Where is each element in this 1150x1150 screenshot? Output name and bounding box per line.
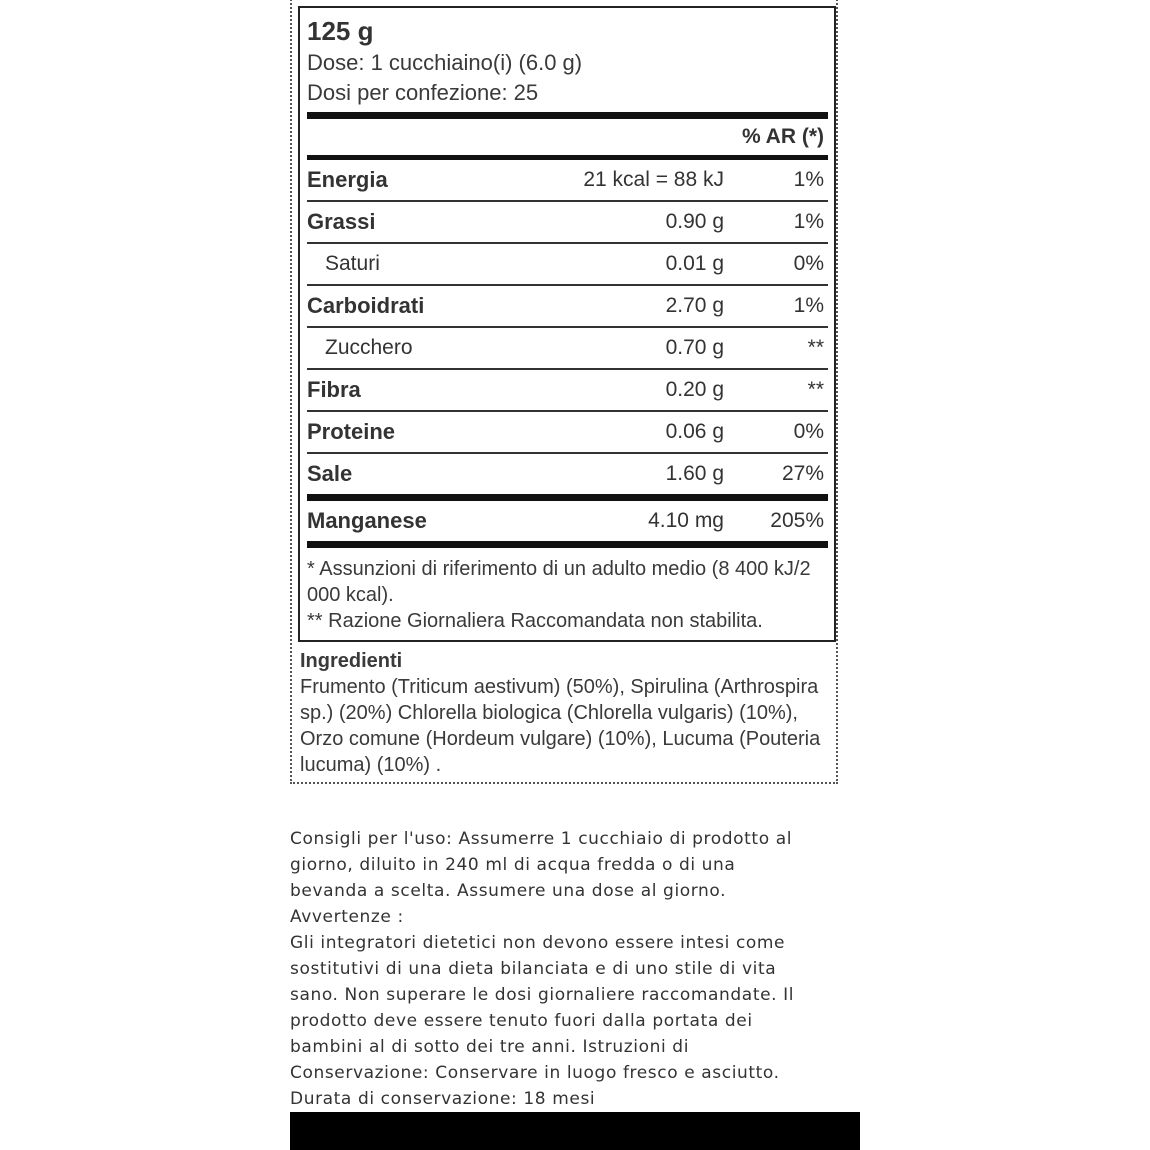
nutrient-amount: 0.01 g [665, 252, 724, 275]
nutrient-percent: 1% [793, 168, 824, 191]
nutrient-amount: 1.60 g [665, 462, 724, 485]
usage-line: sano. Non superare le dosi giornaliere raccomandate. Il [290, 985, 795, 1005]
nutrient-percent: 27% [781, 462, 824, 485]
nutrient-percent: 0% [793, 252, 824, 275]
nutrient-name: Energia [307, 167, 388, 192]
mineral-percent: 205% [770, 509, 824, 532]
nutrient-amount: 0.06 g [665, 420, 724, 443]
usage-line: Conservazione: Conservare in luogo fresco e asciutto. [290, 1063, 780, 1083]
doses-per-pack: Dosi per confezione: 25 [307, 80, 539, 105]
nutrient-percent: 1% [793, 294, 824, 317]
nutrient-amount: 0.20 g [665, 378, 724, 401]
package-size: 125 g [307, 16, 374, 46]
nutrient-row [307, 286, 828, 328]
nutrient-percent: 0% [793, 420, 824, 443]
nutrition-facts-table [298, 6, 836, 642]
serving-dose: Dose: 1 cucchiaino(i) (6.0 g) [307, 50, 583, 75]
nutrient-name: Sale [307, 461, 353, 486]
nutrient-percent: ** [807, 336, 824, 359]
ingredients-section [300, 648, 830, 778]
nutrient-amount: 0.90 g [665, 210, 724, 233]
mineral-amount: 4.10 mg [648, 509, 724, 532]
usage-line: giorno, diluito in 240 ml di acqua fredda o di una [290, 855, 736, 875]
ingredients-text: Frumento (Triticum aestivum) (50%), Spirulina (Arthrospira sp.) (20%) Chlorella biologica (Chlorella vulgaris) (10%), Orzo comune (Hordeum vulgare) (10%), Lucuma (Pouteria lucuma) (10%) . [300, 676, 821, 776]
nutrient-row [307, 328, 828, 370]
nutrient-name: Carboidrati [307, 293, 425, 318]
nutrient-amount: 2.70 g [665, 294, 724, 317]
nutrient-amount: 21 kcal = 88 kJ [583, 168, 724, 191]
nutrient-percent: ** [807, 378, 824, 401]
usage-line: sostitutivi di una dieta bilanciata e di uno stile di vita [290, 959, 777, 979]
mineral-name: Manganese [307, 508, 427, 533]
ingredients-title: Ingredienti [300, 650, 403, 672]
nutrient-name: Grassi [307, 209, 376, 234]
usage-line: bambini al di sotto dei tre anni. Istruzioni di [290, 1037, 690, 1057]
nutrient-row [307, 454, 828, 494]
usage-line: Durata di conservazione: 18 mesi [290, 1089, 596, 1109]
nutrient-amount: 0.70 g [665, 336, 724, 359]
divider-thick [307, 112, 828, 119]
usage-line: Gli integratori dietetici non devono essere intesi come [290, 933, 786, 953]
nutrient-percent: 1% [793, 210, 824, 233]
footnote-reference-intake: * Assunzioni di riferimento di un adulto medio (8 400 kJ/2 000 kcal). [307, 558, 811, 606]
divider-thick [307, 541, 828, 548]
nutrient-row [307, 412, 828, 454]
mineral-row [307, 501, 828, 541]
bottom-black-bar [290, 1112, 860, 1150]
usage-line: prodotto deve essere tenuto fuori dalla portata dei [290, 1011, 753, 1031]
nutrient-name: Proteine [307, 419, 396, 444]
usage-line: bevanda a scelta. Assumere una dose al giorno. [290, 881, 727, 901]
nutrient-row [307, 202, 828, 244]
column-header-reference-intake: % AR (*) [741, 125, 824, 148]
nutrient-name: Fibra [307, 377, 361, 402]
usage-instructions [290, 826, 850, 1112]
nutrient-name: Saturi [325, 252, 380, 275]
nutrient-name: Zucchero [325, 336, 413, 359]
nutrient-row [307, 244, 828, 286]
divider-thick [307, 494, 828, 501]
footnote-rda: ** Razione Giornaliera Raccomandata non stabilita. [307, 610, 763, 632]
product-info-panel [290, 0, 838, 784]
usage-line: Consigli per l'uso: Assumerre 1 cucchiaio di prodotto al [290, 829, 793, 849]
nutrient-row [307, 370, 828, 412]
usage-line: Avvertenze : [290, 907, 404, 927]
nutrient-row [307, 160, 828, 202]
